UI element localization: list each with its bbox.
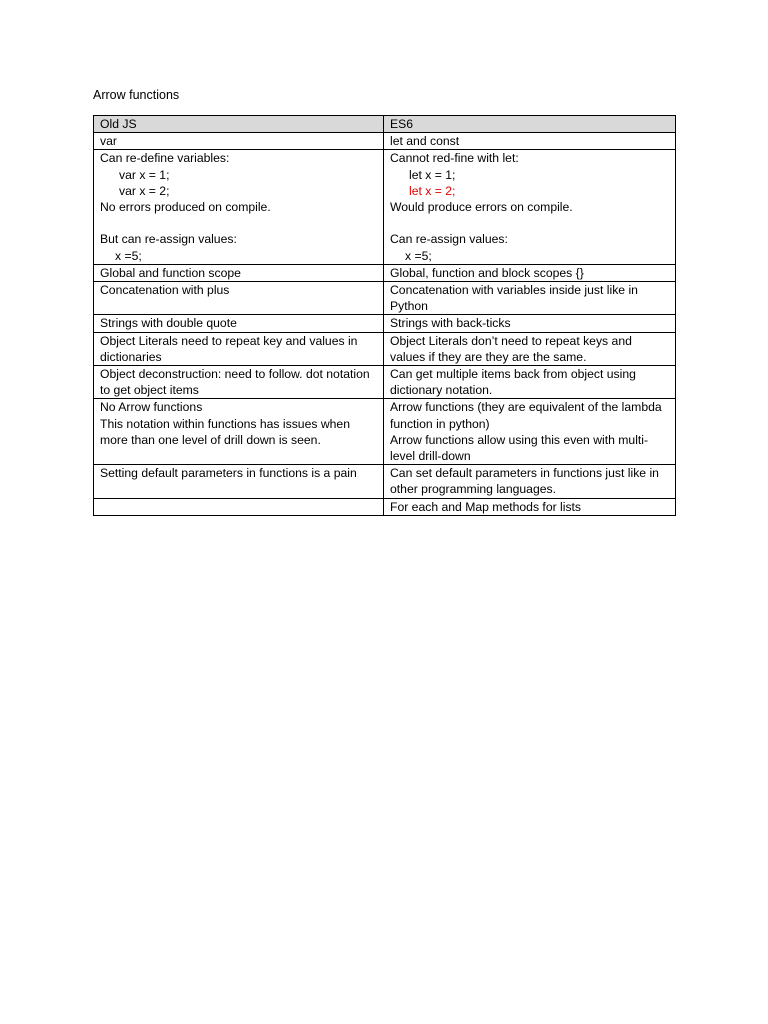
es6-cell: [384, 133, 676, 150]
table-row: [94, 399, 676, 465]
cell-text: This notation within functions has issues when more than one level of drill down is seen.: [100, 416, 350, 447]
cell-text: Concatenation with plus: [100, 283, 230, 298]
table-row: [94, 366, 676, 399]
es6-cell: [384, 399, 676, 465]
comparison-table: [93, 115, 676, 516]
cell-text: Strings with back-ticks: [390, 316, 511, 331]
blank-line: [390, 215, 669, 231]
table-row: [94, 332, 676, 365]
cell-text: let and const: [390, 134, 460, 149]
table-row: [94, 264, 676, 281]
page-title: Arrow functions: [93, 88, 180, 102]
old-js-cell: [94, 282, 384, 315]
old-js-cell: [94, 498, 384, 515]
cell-text: For each and Map methods for lists: [390, 499, 582, 514]
cell-text: Would produce errors on compile.: [390, 200, 573, 215]
highlighted-code-line: let x = 2;: [409, 183, 456, 198]
cell-text: Arrow functions allow using this even with multi-level drill-down: [390, 432, 649, 464]
cell-text: Can re-assign values:: [390, 232, 508, 247]
old-js-cell: [94, 315, 384, 332]
cell-text: Arrow functions (they are equivalent of the lambda function in python): [390, 400, 662, 431]
table-row: [94, 133, 676, 150]
header-es6: ES6: [384, 116, 676, 133]
cell-text: No errors produced on compile.: [100, 200, 271, 215]
cell-text: Object Literals need to repeat key and values in dictionaries: [100, 333, 358, 364]
table-row: [94, 150, 676, 264]
cell-text: Setting default parameters in functions is a pain: [100, 466, 357, 481]
cell-text: Cannot red-fine with let:: [390, 151, 519, 166]
cell-text: No Arrow functions: [100, 400, 203, 415]
code-line: x =5;: [115, 248, 142, 263]
table-row: [94, 498, 676, 515]
old-js-cell: [94, 332, 384, 365]
empty-cell-text: [100, 499, 377, 515]
es6-cell: [384, 264, 676, 281]
cell-text: Global, function and block scopes {}: [390, 265, 584, 280]
table-header-row: [94, 116, 676, 133]
cell-text: Can set default parameters in functions just like in other programming languages.: [390, 466, 659, 497]
old-js-cell: [94, 465, 384, 498]
old-js-cell: [94, 150, 384, 264]
es6-cell: [384, 332, 676, 365]
cell-text: Can get multiple items back from object using dictionary notation.: [390, 367, 636, 398]
old-js-cell: [94, 133, 384, 150]
cell-text: Object deconstruction: need to follow. dot notation to get object items: [100, 367, 370, 398]
es6-cell: [384, 150, 676, 264]
cell-text: Can re-define variables:: [100, 151, 230, 166]
cell-text: Global and function scope: [100, 265, 241, 280]
cell-text: Strings with double quote: [100, 316, 237, 331]
cell-text: But can re-assign values:: [100, 232, 237, 247]
cell-text: Object Literals don’t need to repeat keys and values if they are they are the same.: [390, 333, 632, 364]
cell-text: var: [100, 134, 117, 149]
es6-cell: [384, 282, 676, 315]
code-line: var x = 1;: [119, 167, 170, 182]
code-line: var x = 2;: [119, 183, 170, 198]
table-row: [94, 282, 676, 315]
old-js-cell: [94, 366, 384, 399]
es6-cell: [384, 498, 676, 515]
code-line: x =5;: [405, 248, 432, 263]
old-js-cell: [94, 264, 384, 281]
table-row: [94, 315, 676, 332]
table-row: [94, 465, 676, 498]
old-js-cell: [94, 399, 384, 465]
es6-cell: [384, 315, 676, 332]
es6-cell: [384, 366, 676, 399]
code-line: let x = 1;: [409, 167, 456, 182]
header-old-js: Old JS: [94, 116, 384, 133]
es6-cell: [384, 465, 676, 498]
cell-text: Concatenation with variables inside just like in Python: [390, 283, 638, 314]
blank-line: [100, 215, 377, 231]
